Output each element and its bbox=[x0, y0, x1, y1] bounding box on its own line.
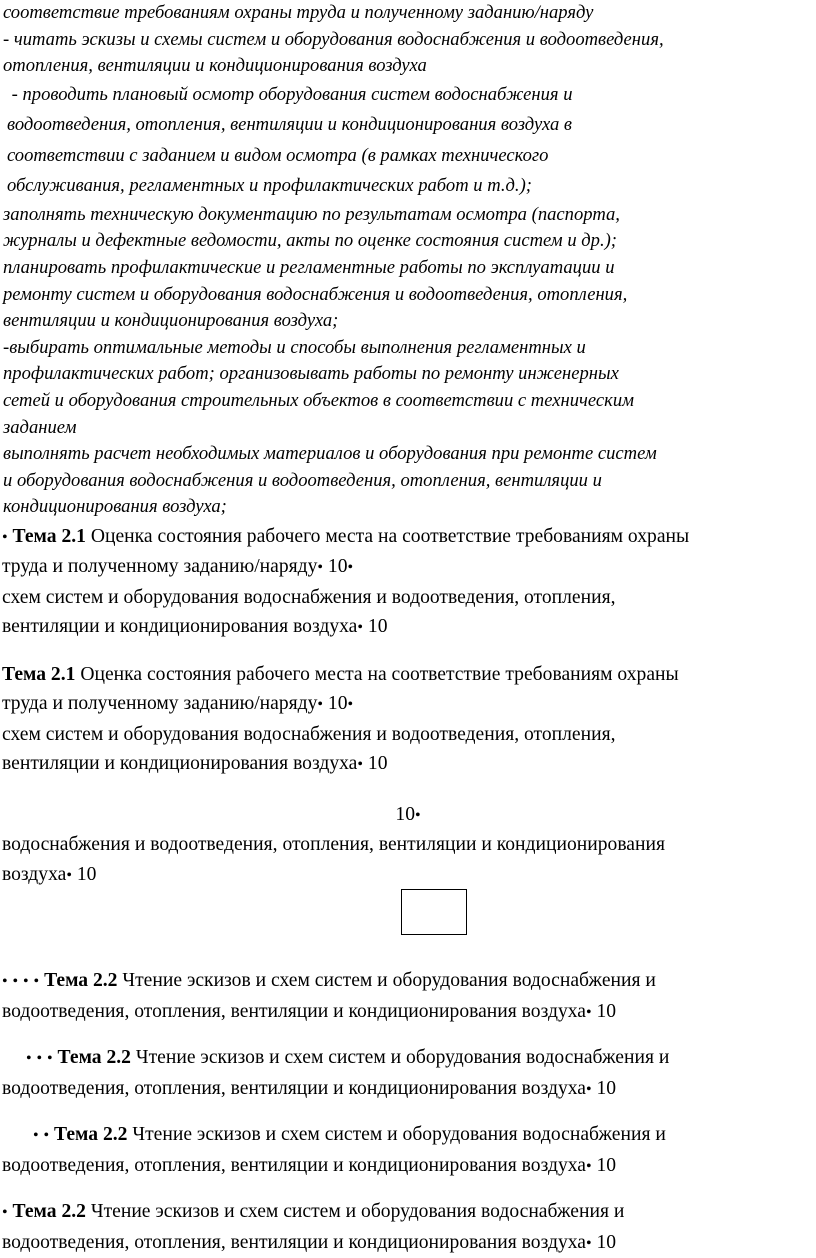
text-line: вентиляции и кондиционирования воздуха bbox=[2, 616, 358, 638]
text-line: вентиляции и кондиционирования воздуха bbox=[2, 753, 358, 775]
bullet-icon: • bbox=[2, 528, 8, 546]
bullet-icon: • bbox=[47, 1050, 53, 1068]
topic-label: Тема 2.1 bbox=[12, 525, 86, 547]
bullet-icon: • bbox=[36, 1050, 43, 1068]
hours-value: 10 bbox=[327, 556, 348, 578]
bullet-icon: • bbox=[357, 756, 363, 774]
bullet-icon: • bbox=[414, 806, 421, 824]
topic-2-2-block-4 bbox=[0, 966, 816, 1027]
topic-2-1-block bbox=[0, 660, 816, 780]
hours-value: 10 bbox=[596, 1000, 617, 1022]
text-line: отопления, вентиляции и кондиционирования воздуха bbox=[3, 55, 427, 77]
text-line: заданием bbox=[3, 416, 77, 438]
hours-value: 10 bbox=[395, 803, 415, 825]
text-line: и оборудования водоснабжения и водоотведения, отопления, вентиляции и bbox=[3, 469, 602, 491]
text-line: заполнять техническую документацию по результатам осмотра (паспорта, bbox=[3, 203, 620, 225]
bullet-icon: • bbox=[317, 559, 324, 577]
bullet-icon: • bbox=[347, 696, 354, 714]
topic-title: Чтение эскизов и схем систем и оборудования водоснабжения и bbox=[85, 1201, 625, 1223]
bullet-icon: • bbox=[12, 973, 19, 991]
text-line: водоснабжения и водоотведения, отопления, вентиляции и кондиционирования bbox=[2, 834, 665, 856]
bullet-icon: • bbox=[357, 619, 363, 637]
text-line: схем систем и оборудования водоснабжения и водоотведения, отопления, bbox=[2, 586, 616, 608]
hours-value: 10 bbox=[367, 753, 388, 775]
bullet-icon: • bbox=[347, 559, 354, 577]
bullet-icon: • bbox=[585, 1234, 592, 1252]
bullet-icon: • bbox=[26, 1050, 32, 1068]
topic-title-cont: труда и полученному заданию/наряду bbox=[2, 556, 318, 578]
text-line: вентиляции и кондиционирования воздуха; bbox=[3, 310, 339, 332]
topic-title: Оценка состояния рабочего места на соответствие требованиям охраны bbox=[85, 525, 690, 547]
text-line: ремонту систем и оборудования водоснабжения и водоотведения, отопления, bbox=[3, 283, 628, 305]
text-line: схем систем и оборудования водоснабжения и водоотведения, отопления, bbox=[2, 723, 616, 745]
bullet-icon: • bbox=[43, 1127, 50, 1145]
text-line: - читать эскизы и схемы систем и оборудования водоснабжения и водоотведения, bbox=[3, 28, 664, 50]
topic-label: Тема 2.2 bbox=[57, 1047, 131, 1069]
empty-box bbox=[401, 889, 467, 935]
hours-value: 10 bbox=[367, 616, 388, 638]
text-line: сетей и оборудования строительных объектов в соответствии с техническим bbox=[3, 389, 634, 411]
topic-2-1-block-bulleted bbox=[0, 522, 816, 643]
topic-title-cont: труда и полученному заданию/наряду bbox=[2, 693, 318, 715]
topic-2-2-block-2 bbox=[0, 1120, 816, 1181]
text-line: журналы и дефектные ведомости, акты по оценке состояния систем и др.); bbox=[3, 230, 618, 252]
hours-value: 10 bbox=[596, 1077, 617, 1099]
text-line: кондиционирования воздуха; bbox=[3, 496, 227, 518]
text-line: выполнять расчет необходимых материалов и оборудования при ремонте систем bbox=[3, 443, 657, 465]
bullet-icon: • bbox=[33, 1127, 39, 1145]
hours-value: 10 bbox=[76, 863, 97, 885]
bullet-icon: • bbox=[2, 973, 8, 991]
text-line: профилактических работ; организовывать работы по ремонту инженерных bbox=[3, 363, 619, 385]
topic-title: Чтение эскизов и схем систем и оборудования водоснабжения и bbox=[117, 970, 656, 992]
fragment-block bbox=[0, 800, 816, 891]
bullet-icon: • bbox=[585, 1003, 592, 1021]
text-line: обслуживания, регламентных и профилактических работ и т.д.); bbox=[7, 175, 532, 197]
text-line: водоотведения, отопления, вентиляции и кондиционирования воздуха bbox=[2, 1000, 586, 1022]
topic-label: Тема 2.2 bbox=[54, 1124, 128, 1146]
text-line: водоотведения, отопления, вентиляции и кондиционирования воздуха bbox=[2, 1154, 586, 1176]
topic-label: Тема 2.2 bbox=[44, 970, 118, 992]
bullet-icon: • bbox=[585, 1157, 592, 1175]
bullet-icon: • bbox=[2, 1204, 8, 1222]
text-line: водоотведения, отопления, вентиляции и кондиционирования воздуха bbox=[2, 1231, 586, 1253]
bullet-icon: • bbox=[23, 973, 29, 991]
topic-title: Оценка состояния рабочего места на соответствие требованиям охраны bbox=[75, 663, 679, 685]
text-line: соответствие требованиям охраны труда и полученному заданию/наряду bbox=[3, 2, 594, 23]
topic-2-2-block-3 bbox=[0, 1043, 816, 1104]
bullet-icon: • bbox=[317, 696, 324, 714]
text-line: - проводить плановый осмотр оборудования систем водоснабжения и bbox=[7, 83, 573, 105]
bullet-icon: • bbox=[585, 1080, 592, 1098]
topic-title: Чтение эскизов и схем систем и оборудования водоснабжения и bbox=[130, 1047, 670, 1069]
bullet-icon: • bbox=[33, 973, 40, 991]
hours-value: 10 bbox=[596, 1231, 617, 1253]
text-line: -выбирать оптимальные методы и способы выполнения регламентных и bbox=[3, 336, 586, 358]
text-line: планировать профилактические и регламентные работы по эксплуатации и bbox=[3, 256, 615, 278]
topic-2-2-block-1 bbox=[0, 1197, 816, 1258]
hours-value: 10 bbox=[327, 693, 348, 715]
hours-value: 10 bbox=[596, 1154, 617, 1176]
bullet-icon: • bbox=[66, 866, 72, 884]
text-line: водоотведения, отопления, вентиляции и кондиционирования воздуха в bbox=[7, 114, 572, 136]
topic-label: Тема 2.2 bbox=[12, 1201, 86, 1223]
topic-label: Тема 2.1 bbox=[2, 663, 76, 685]
text-line: водоотведения, отопления, вентиляции и кондиционирования воздуха bbox=[2, 1077, 586, 1099]
italic-competencies-block bbox=[0, 0, 816, 521]
text-line: воздуха bbox=[2, 863, 67, 885]
topic-title: Чтение эскизов и схем систем и оборудования водоснабжения и bbox=[127, 1124, 666, 1146]
text-line: соответствии с заданием и видом осмотра (в рамках технического bbox=[7, 144, 549, 166]
